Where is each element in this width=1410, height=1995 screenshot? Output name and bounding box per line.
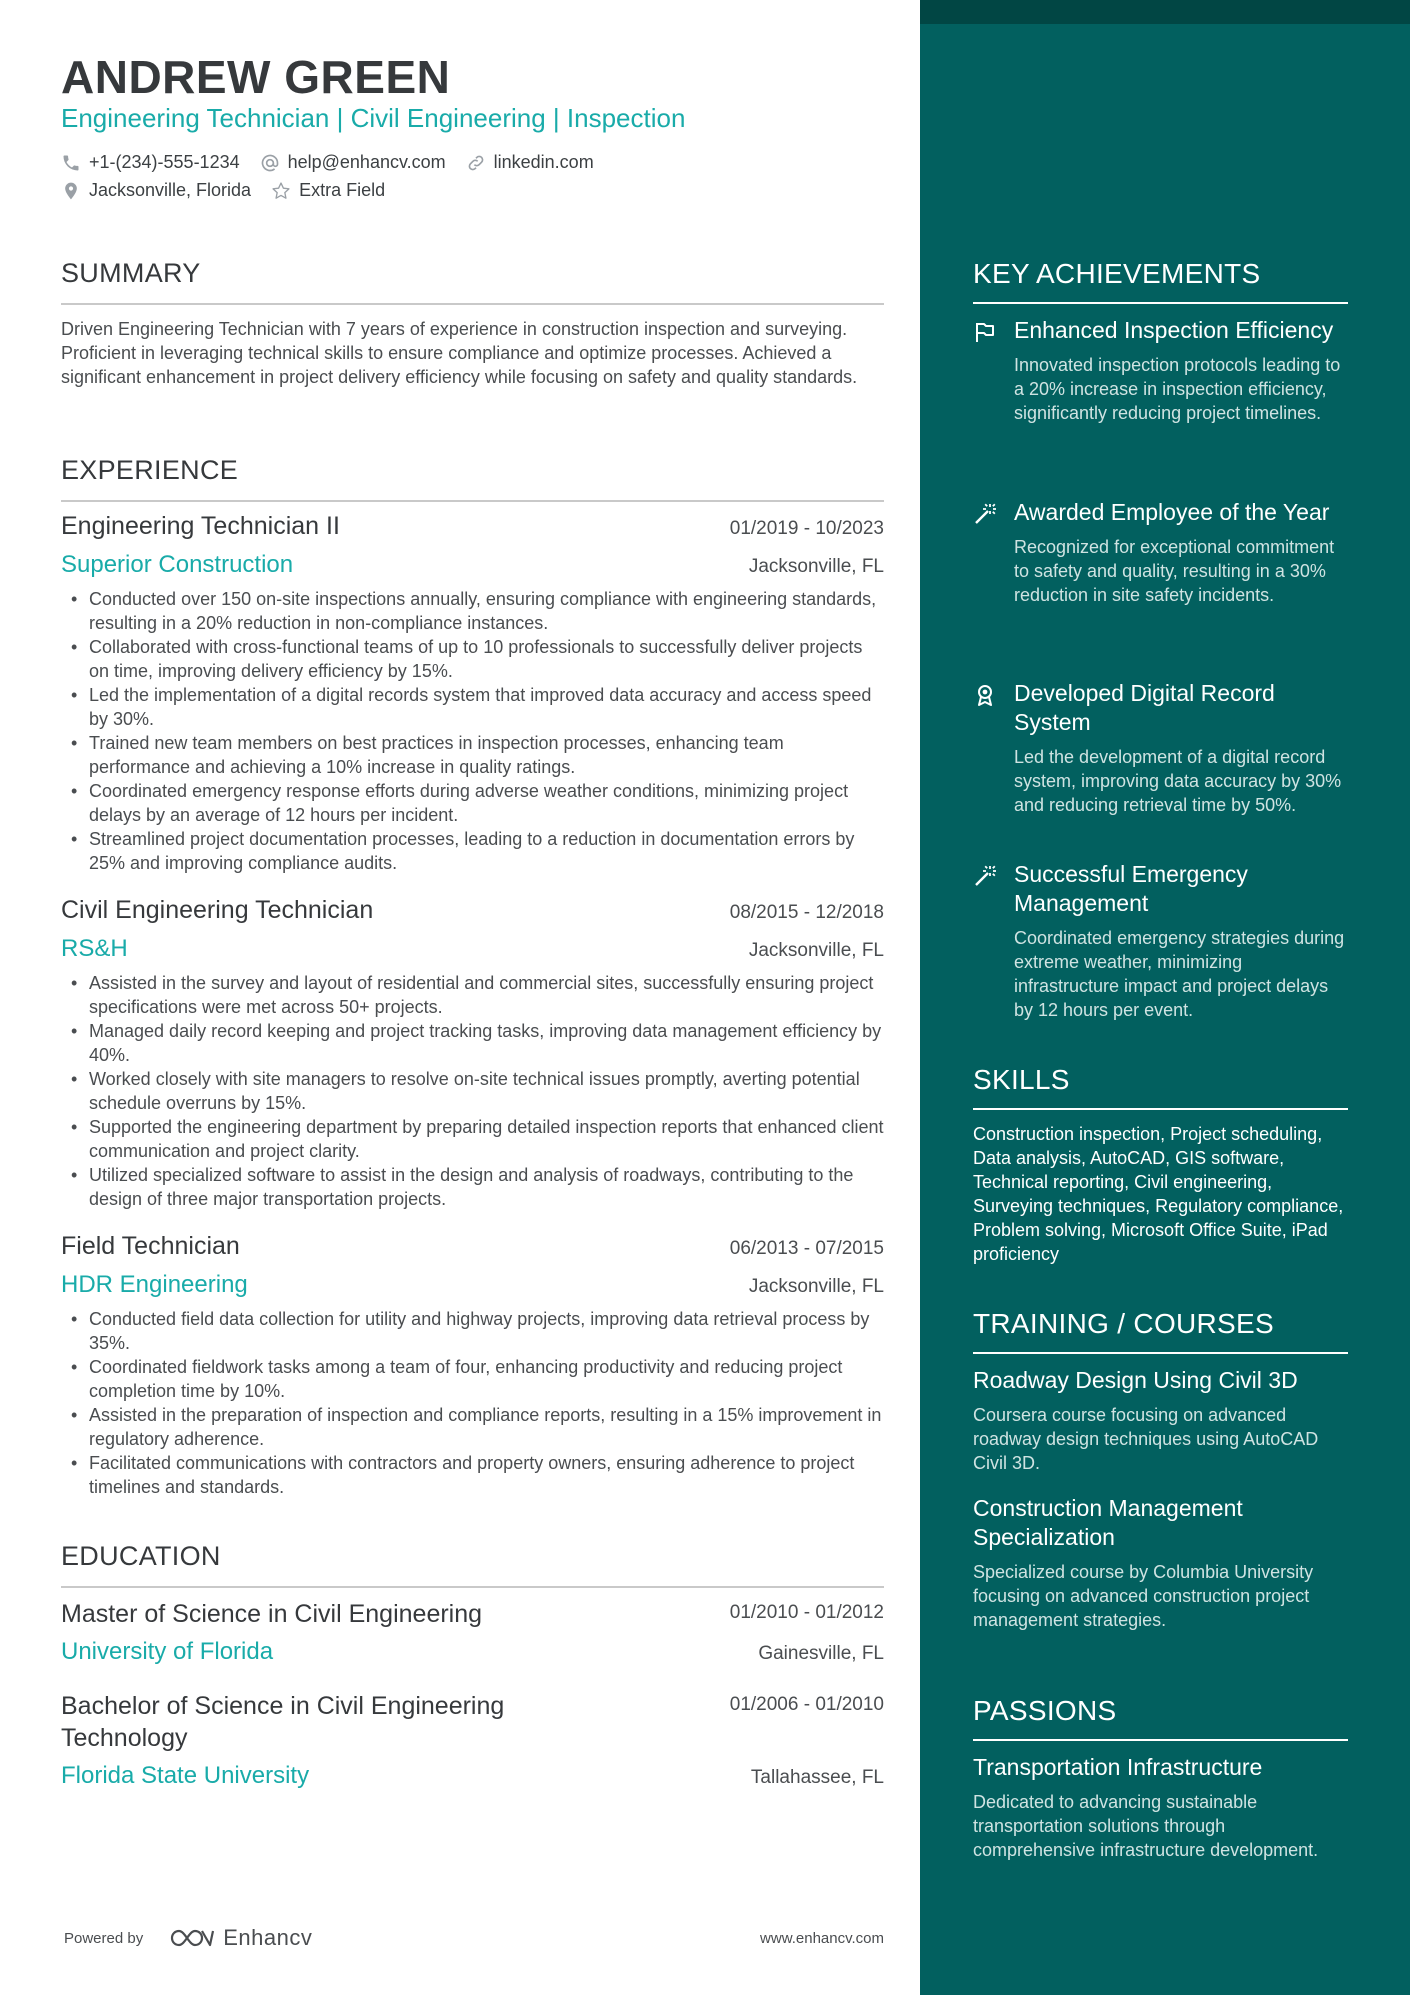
course-desc: Coursera course focusing on advanced roadway design techniques using AutoCAD Civil 3D.: [973, 1405, 1319, 1473]
contact-row: [61, 152, 614, 173]
bullet-item: • Coordinated emergency response efforts during adverse weather conditions, minimizing project delays by an average of 12 hours per incident.: [61, 779, 884, 827]
location-text: Jacksonville, Florida: [89, 180, 252, 200]
passion-title: Transportation Infrastructure: [973, 1754, 1263, 1780]
achievement-title: Enhanced Inspection Efficiency: [1014, 317, 1334, 343]
bullet-item: • Assisted in the preparation of inspection and compliance reports, resulting in a 15% improvement in regulatory adherence.: [61, 1403, 884, 1451]
course-item: [973, 1494, 1348, 1632]
at-icon: [260, 153, 280, 173]
course-desc: Specialized course by Columbia University focusing on advanced construction project management strategies.: [973, 1562, 1314, 1630]
passion-item: [973, 1753, 1348, 1862]
passions-heading: PASSIONS: [973, 1695, 1348, 1741]
contact-extra: [271, 180, 385, 201]
location-pin-icon: [61, 181, 81, 201]
magic-wand-icon: [973, 864, 997, 888]
achievement-item: [973, 860, 1348, 1022]
job-date: 08/2015 - 12/2018: [729, 902, 884, 923]
course-item: [973, 1366, 1348, 1475]
footer: [64, 1925, 884, 1951]
contact-phone[interactable]: [61, 152, 240, 173]
course-title: Construction Management Specialization: [973, 1495, 1243, 1550]
email-text: help@enhancv.com: [287, 152, 446, 172]
sidebar: [920, 0, 1410, 1995]
job-location: Jacksonville, FL: [748, 940, 884, 961]
achievement-item: [973, 316, 1348, 425]
bullet-item: • Utilized specialized software to assist in the design and analysis of roadways, contributing to the design of three major transportation projects.: [61, 1163, 884, 1211]
experience-heading: EXPERIENCE: [61, 455, 884, 502]
flag-icon: [973, 320, 997, 344]
candidate-name: ANDREW GREEN: [61, 51, 451, 103]
job-bullets: [61, 587, 884, 875]
brand-text: Enhancv: [223, 1925, 313, 1950]
job-role: Field Technician: [61, 1232, 240, 1260]
passion-desc: Dedicated to advancing sustainable transportation solutions through comprehensive infrastructure development.: [973, 1792, 1319, 1860]
contact-linkedin[interactable]: [466, 152, 594, 173]
bullet-item: • Led the implementation of a digital records system that improved data accuracy and access speed by 30%.: [61, 683, 884, 731]
achievement-desc: Led the development of a digital record system, improving data accuracy by 30% and reducing retrieval time by 50%.: [1014, 747, 1342, 815]
edu-degree: Master of Science in Civil Engineering: [61, 1600, 483, 1628]
achievement-item: [973, 498, 1348, 607]
bullet-item: • Assisted in the survey and layout of residential and commercial sites, successfully ensuring project specifications were met across 50+ projects.: [61, 971, 884, 1019]
contact-location: [61, 180, 251, 201]
phone-text: +1-(234)-555-1234: [89, 152, 240, 172]
phone-icon: [61, 153, 81, 173]
linkedin-text: linkedin.com: [493, 152, 594, 172]
extra-text: Extra Field: [299, 180, 386, 200]
job-entry: [61, 896, 884, 1211]
bullet-item: • Trained new team members on best practices in inspection processes, enhancing team performance and achieving a 10% increase in quality ratings.: [61, 731, 884, 779]
summary-heading: SUMMARY: [61, 258, 884, 305]
link-icon: [466, 153, 486, 173]
achievements-heading: KEY ACHIEVEMENTS: [973, 258, 1348, 304]
brand-logo[interactable]: [169, 1925, 312, 1951]
job-entry: [61, 512, 884, 875]
edu-date: 01/2006 - 01/2010: [729, 1694, 884, 1715]
enhancv-logo-icon: [169, 1926, 215, 1950]
job-company: HDR Engineering: [61, 1271, 248, 1298]
achievement-item: [973, 679, 1348, 817]
job-entry: [61, 1232, 884, 1499]
bullet-item: • Conducted over 150 on-site inspections annually, ensuring compliance with engineering standards, resulting in a 20% reduction in non-compliance instances.: [61, 587, 884, 635]
job-role: Civil Engineering Technician: [61, 896, 374, 924]
course-title: Roadway Design Using Civil 3D: [973, 1367, 1298, 1393]
edu-school: University of Florida: [61, 1638, 274, 1665]
star-icon: [271, 181, 291, 201]
job-date: 06/2013 - 07/2015: [729, 1238, 884, 1259]
contact-email[interactable]: [260, 152, 446, 173]
bullet-item: • Facilitated communications with contractors and property owners, ensuring adherence to project timelines and standards.: [61, 1451, 884, 1499]
skills-heading: SKILLS: [973, 1064, 1348, 1110]
job-date: 01/2019 - 10/2023: [729, 518, 884, 539]
job-location: Jacksonville, FL: [748, 556, 884, 577]
job-location: Jacksonville, FL: [748, 1276, 884, 1297]
candidate-title: Engineering Technician | Civil Engineering | Inspection: [61, 103, 686, 133]
achievement-desc: Recognized for exceptional commitment to safety and quality, resulting in a 30% reduction in site safety incidents.: [1014, 537, 1335, 605]
award-ribbon-icon: [973, 683, 997, 707]
achievement-title: Developed Digital Record System: [1014, 680, 1275, 735]
edu-degree: Bachelor of Science in Civil Engineering Technology: [61, 1692, 505, 1752]
summary-text: Driven Engineering Technician with 7 years of experience in construction inspection and surveying. Proficient in leveraging technical skills to ensure compliance and optimize processes. Achieved a significant enhancement in project delivery efficiency while focusing on safety and quality standards.: [61, 319, 858, 387]
powered-by-text: Powered by: [64, 1929, 144, 1947]
bullet-item: • Worked closely with site managers to resolve on-site technical issues promptly, averting potential schedule overruns by 15%.: [61, 1067, 884, 1115]
achievement-desc: Innovated inspection protocols leading to a 20% increase in inspection efficiency, significantly reducing project timelines.: [1014, 355, 1341, 423]
edu-school: Florida State University: [61, 1762, 310, 1789]
bullet-item: • Coordinated fieldwork tasks among a team of four, enhancing productivity and reducing project completion time by 10%.: [61, 1355, 884, 1403]
bullet-item: • Supported the engineering department by preparing detailed inspection reports that enhanced client communication and project clarity.: [61, 1115, 884, 1163]
bullet-item: • Collaborated with cross-functional teams of up to 10 professionals to successfully deliver projects on time, improving delivery efficiency by 15%.: [61, 635, 884, 683]
bullet-item: • Conducted field data collection for utility and highway projects, improving data retrieval process by 35%.: [61, 1307, 884, 1355]
achievement-title: Successful Emergency Management: [1014, 861, 1248, 916]
training-heading: TRAINING / COURSES: [973, 1308, 1348, 1354]
footer-site-link[interactable]: www.enhancv.com: [760, 1929, 884, 1947]
job-bullets: [61, 1307, 884, 1499]
education-heading: EDUCATION: [61, 1541, 884, 1588]
achievement-title: Awarded Employee of the Year: [1014, 499, 1330, 525]
sidebar-top-bar: [920, 0, 1410, 24]
education-entry: [61, 1690, 884, 1790]
edu-location: Tallahassee, FL: [750, 1767, 884, 1788]
achievement-desc: Coordinated emergency strategies during extreme weather, minimizing infrastructure impact and project delays by 12 hours per event.: [1014, 928, 1345, 1020]
job-company: Superior Construction: [61, 551, 294, 578]
bullet-item: • Streamlined project documentation processes, leading to a reduction in documentation errors by 25% and improving compliance audits.: [61, 827, 884, 875]
edu-date: 01/2010 - 01/2012: [729, 1602, 884, 1623]
edu-location: Gainesville, FL: [758, 1643, 884, 1664]
skills-text: Construction inspection, Project scheduling, Data analysis, AutoCAD, GIS software, Technical reporting, Civil engineering, Surveying techniques, Regulatory compliance, Problem solving, Microsoft Office Suite, iPad proficiency: [973, 1124, 1344, 1264]
education-entry: [61, 1598, 884, 1666]
contact-row: [61, 180, 405, 201]
magic-wand-icon: [973, 502, 997, 526]
job-bullets: [61, 971, 884, 1211]
job-company: RS&H: [61, 935, 128, 962]
job-role: Engineering Technician II: [61, 512, 340, 540]
bullet-item: • Managed daily record keeping and project tracking tasks, improving data management efficiency by 40%.: [61, 1019, 884, 1067]
